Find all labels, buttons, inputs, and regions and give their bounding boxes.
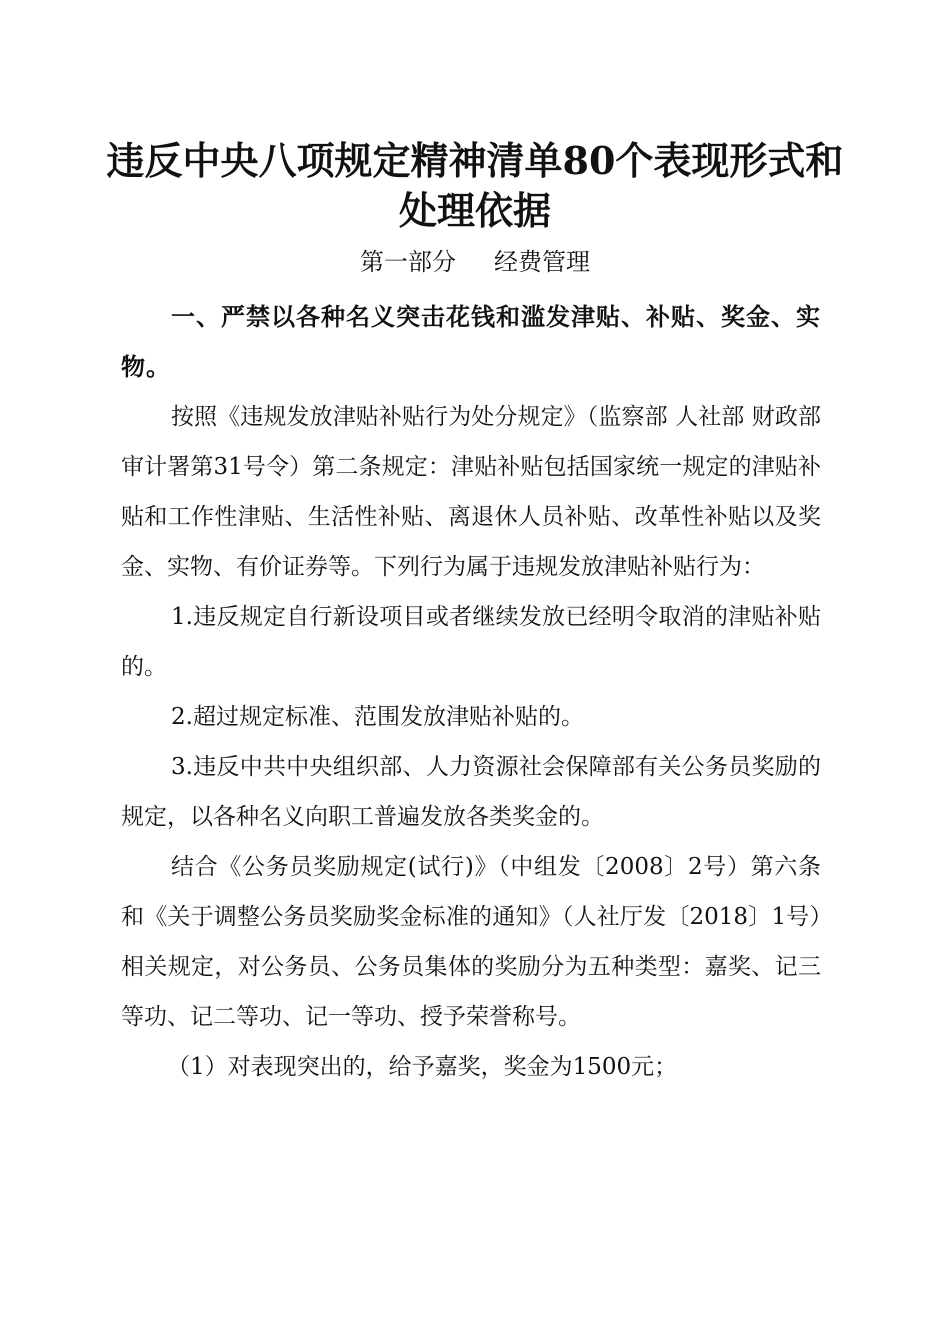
paragraph-item-3: 3.违反中共中央组织部、人力资源社会保障部有关公务员奖励的规定，以各种名义向职工普遍发放各类奖金的。 (121, 754, 821, 830)
paragraph-regulation-intro: 按照《违规发放津贴补贴行为处分规定》（监察部 人社部 财政部 审计署第31号令）第二条规定：津贴补贴包括国家统一规定的津贴补贴和工作性津贴、生活性补贴、离退休人员补贴、改革性补贴以及奖金、实物、有价证券等。下列行为属于违规发放津贴补贴行为： (121, 404, 821, 580)
document-body (121, 292, 821, 1092)
paragraph-item-2: 2.超过规定标准、范围发放津贴补贴的。 (171, 704, 584, 730)
paragraph-award-types: 结合《公务员奖励规定(试行)》（中组发〔2008〕2号）第六条和《关于调整公务员奖励奖金标准的通知》（人社厅发〔2018〕1号）相关规定，对公务员、公务员集体的奖励分为五种类型：嘉奖、记三等功、记二等功、记一等功、授予荣誉称号。 (121, 854, 821, 1030)
part-heading (0, 244, 950, 280)
part-number: 第一部分 (360, 248, 456, 276)
section-heading: 一、严禁以各种名义突击花钱和滥发津贴、补贴、奖金、实物。 (121, 302, 821, 381)
paragraph-award-1: （1）对表现突出的，给予嘉奖，奖金为1500元； (167, 1054, 678, 1080)
paragraph-item-1: 1.违反规定自行新设项目或者继续发放已经明令取消的津贴补贴的。 (121, 604, 821, 680)
part-name: 经费管理 (494, 248, 590, 276)
document-title: 违反中央八项规定精神清单80个表现形式和处理依据 (106, 138, 844, 233)
